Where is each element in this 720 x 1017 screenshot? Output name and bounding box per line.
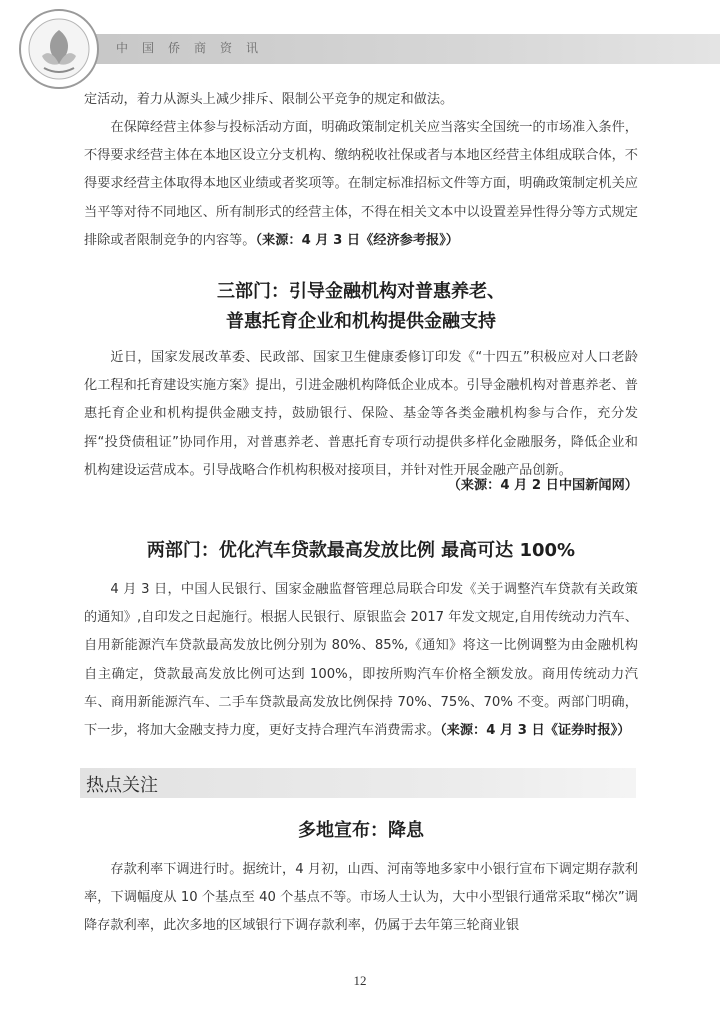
article2-source: （来源：4 月 3 日《证券时报》） (440, 723, 631, 739)
article2-body-text: 4 月 3 日，中国人民银行、国家金融监督管理总局联合印发《关于调整汽车贷款有关政策的通知》,自印发之日起施行。根据人民银行、原银监会 2017 年发文规定,自用传统动力汽车、自用新能源汽车贷款最高发放比例分别为 80%、85%,《通知》将这一比例调整为由金融机构自主确定，贷款最高发放比例可达到 100%，即按所购汽车价格全额发放。商用传统动力汽车、商用新能源汽车、二手车贷款最高发放比例保持 70%、75%、70% 不变。两部门明确，下一步，将加大金融支持力度，更好支持合理汽车消费需求。 (84, 582, 638, 739)
article3-title: 多地宣布：降息 (298, 820, 424, 841)
article2-title: 两部门：优化汽车贷款最高发放比例 最高可达 100% (146, 540, 576, 561)
article1-title-line1: 三部门：引导金融机构对普惠养老、 (217, 281, 505, 302)
article1-body: 近日，国家发展改革委、民政部、国家卫生健康委修订印发《“十四五”积极应对人口老龄化工程和托育建设实施方案》提出，引进金融机构降低企业成本。引导金融机构对普惠养老、普惠托育企业和机构提供金融支持，鼓励银行、保险、基金等各类金融机构参与合作，充分发挥“投贷债租证”协同作用，对普惠养老、普惠托育专项行动提供多样化金融服务，降低企业和机构建设运营成本。引导战略合作机构积极对接项目，并针对性开展金融产品创新。 (84, 350, 638, 478)
section-bar-end (620, 768, 636, 798)
page-number: 12 (353, 973, 367, 988)
section-bar (80, 768, 636, 798)
intro-source: （来源：4 月 3 日《经济参考报》） (255, 232, 459, 248)
article1-title-line2: 普惠托育企业和机构提供金融支持 (226, 311, 496, 332)
article1-source: （来源：4 月 2 日中国新闻网） (447, 478, 638, 493)
logo-icon (18, 8, 100, 90)
intro-paragraph-2 (84, 114, 638, 255)
intro-paragraph-1: 定活动，着力从源头上减少排斥、限制公平竞争的规定和做法。 (84, 92, 454, 107)
article3-body: 存款利率下调进行时。据统计，4 月初，山西、河南等地多家中小银行宣布下调定期存款利率，下调幅度从 10 个基点至 40 个基点不等。市场人士认为，大中小型银行通常采取“梯次”调降存款利率，此次多地的区域银行下调存款利率，仍属于去年第三轮商业银 (84, 862, 638, 934)
article2-body (84, 576, 638, 745)
section-title: 热点关注 (86, 775, 158, 796)
header-title: 中国侨商资讯 (116, 41, 273, 55)
intro-paragraph-2-text: 在保障经营主体参与投标活动方面，明确政策制定机关应当落实全国统一的市场准入条件，不得要求经营主体在本地区设立分支机构、缴纳税收社保或者与本地区经营主体组成联合体，不得要求经营主体取得本地区业绩或者奖项等。在制定标准招标文件等方面，明确政策制定机关应当平等对待不同地区、所有制形式的经营主体，不得在相关文本中以设置差异性得分等方式规定排除或者限制竞争的内容等。 (84, 120, 638, 248)
